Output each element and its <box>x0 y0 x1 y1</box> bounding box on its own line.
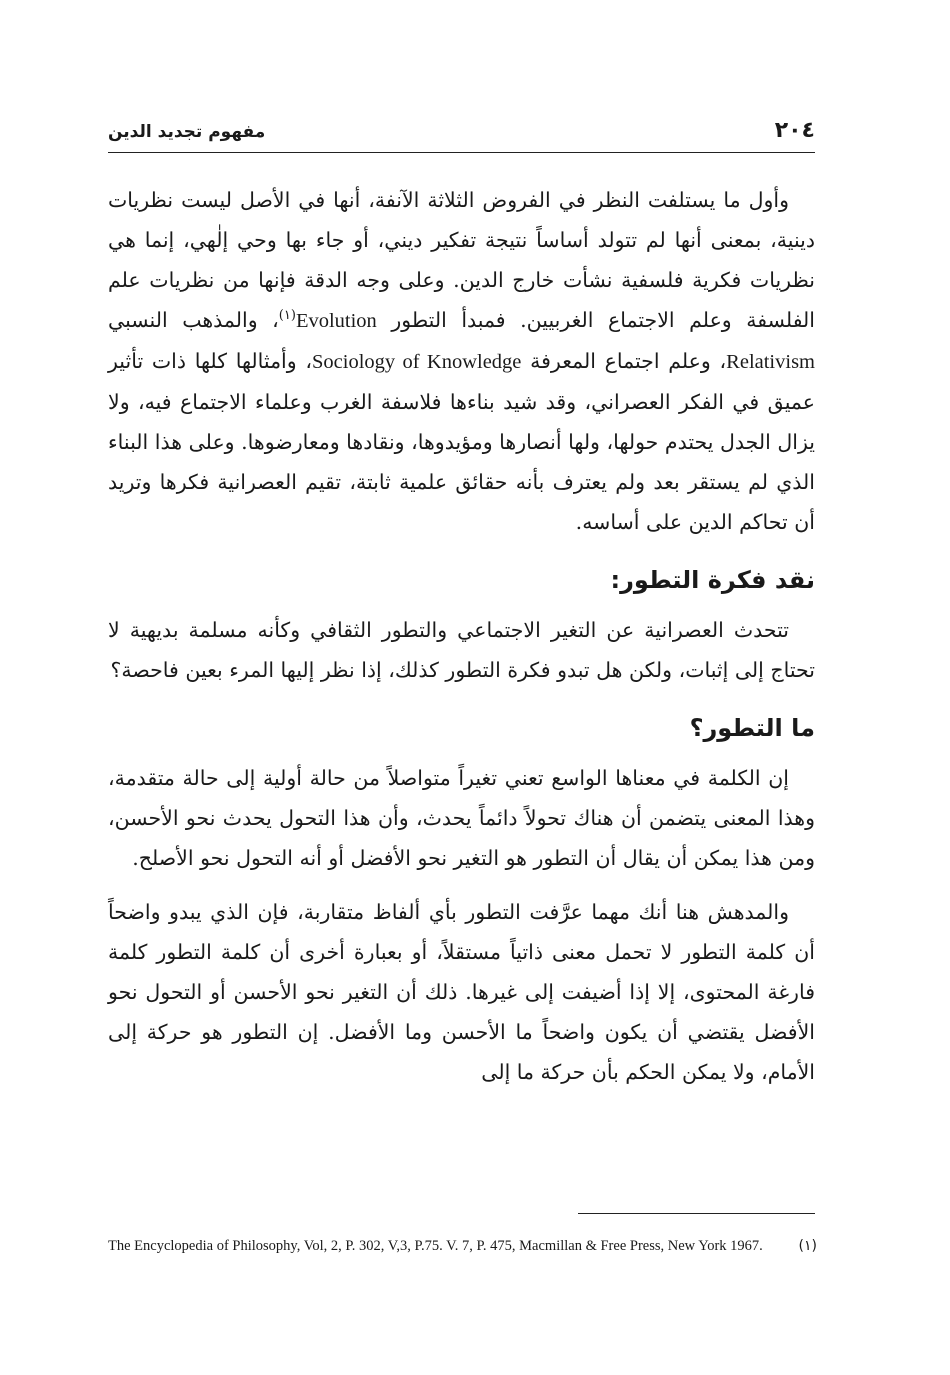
term-sociology-of-knowledge: Sociology of Knowledge <box>312 351 522 373</box>
page-header <box>108 112 815 153</box>
paragraph-origins-of-theories <box>108 180 815 542</box>
footnote-reference: (١) <box>278 308 296 324</box>
paragraph-text: ، وعلم اجتماع المعرفة <box>521 349 727 373</box>
paragraph-critique: تتحدث العصرانية عن التغير الاجتماعي والتطور الثقافي وكأنه مسلمة بديهية لا تحتاج إلى إثبات، ولكن هل تبدو فكرة التطور كذلك، إذا نظر إليها المرء بعين فاحصة؟ <box>108 618 815 682</box>
term-evolution: Evolution <box>295 310 377 332</box>
running-title: مفهوم تجديد الدين <box>108 122 266 142</box>
heading-critique-of-evolution: نقد فكرة التطور: <box>610 566 815 594</box>
page-number: ٢٠٤ <box>774 118 815 143</box>
footnote-number: (١) <box>798 1238 817 1254</box>
footnote <box>108 1228 815 1264</box>
main-text <box>108 180 815 1106</box>
heading-what-is-evolution: ما التطور؟ <box>689 714 815 742</box>
footnote-text: The Encyclopedia of Philosophy, Vol, 2, P. 302, V,3, P.75. V. 7, P. 475, Macmillan & Free Press, New York 1967. <box>108 1238 763 1254</box>
paragraph-text: ، والمذهب النسبي <box>108 308 279 332</box>
paragraph-definition: إن الكلمة في معناها الواسع تعني تغيراً متواصلاً من حالة أولية إلى حالة متقدمة، وهذا المعنى يتضمن أن هناك تحولاً دائماً يحدث، وأن هذا التحول يحدث نحو الأحسن، ومن هذا يمكن أن يقال أن التطور هو التغير نحو الأفضل أو أنه التحول نحو الأصلح. <box>108 766 815 870</box>
footnote-divider <box>578 1213 815 1214</box>
term-relativism: Relativism <box>726 351 815 373</box>
paragraph-text: وأول ما يستلفت النظر في الفروض الثلاثة الآنفة، أنها في الأصل ليست نظريات دينية، بمعنى أنها لم تتولد أساساً نتيجة تفكير ديني، أو جاء بها وحي إلٰهي، إنما هي نظريات فكرية فلسفية نشأت خارج الدين. وعلى وجه الدقة فإنها من نظريات علم الفلسفة وعلم الاجتماع الغربيين. فمبدأ التطور <box>108 188 815 332</box>
paragraph-text: ، وأمثالها كلها ذات تأثير عميق في الفكر العصراني، وقد شيد بناءها فلاسفة الغرب وعلماء الاجتماع فيه، ولا يزال الجدل يحتدم حولها، ولها أنصارها ومؤيدوها، ونقادها ومعارضوها. وعلى هذا البناء الذي لم يستقر بعد ولم يعترف بأنه حقائق علمية ثابتة، تقيم العصرانية فكرها وتريد أن تحاكم الدين على أساسه. <box>108 349 816 534</box>
paragraph-empty-concept: والمدهش هنا أنك مهما عرَّفت التطور بأي ألفاظ متقاربة، فإن الذي يبدو واضحاً أن كلمة التطور لا تحمل معنى ذاتياً مستقلاً، أو بعبارة أخرى أن كلمة التطور كلمة فارغة المحتوى، إلا إذا أضيفت إلى غيرها. ذلك أن التغير نحو الأحسن أو التحول نحو الأفضل يقتضي أن يكون واضحاً ما الأحسن وما الأفضل. إن التطور هو حركة إلى الأمام، ولا يمكن الحكم بأن حركة ما إلى <box>108 900 815 1084</box>
